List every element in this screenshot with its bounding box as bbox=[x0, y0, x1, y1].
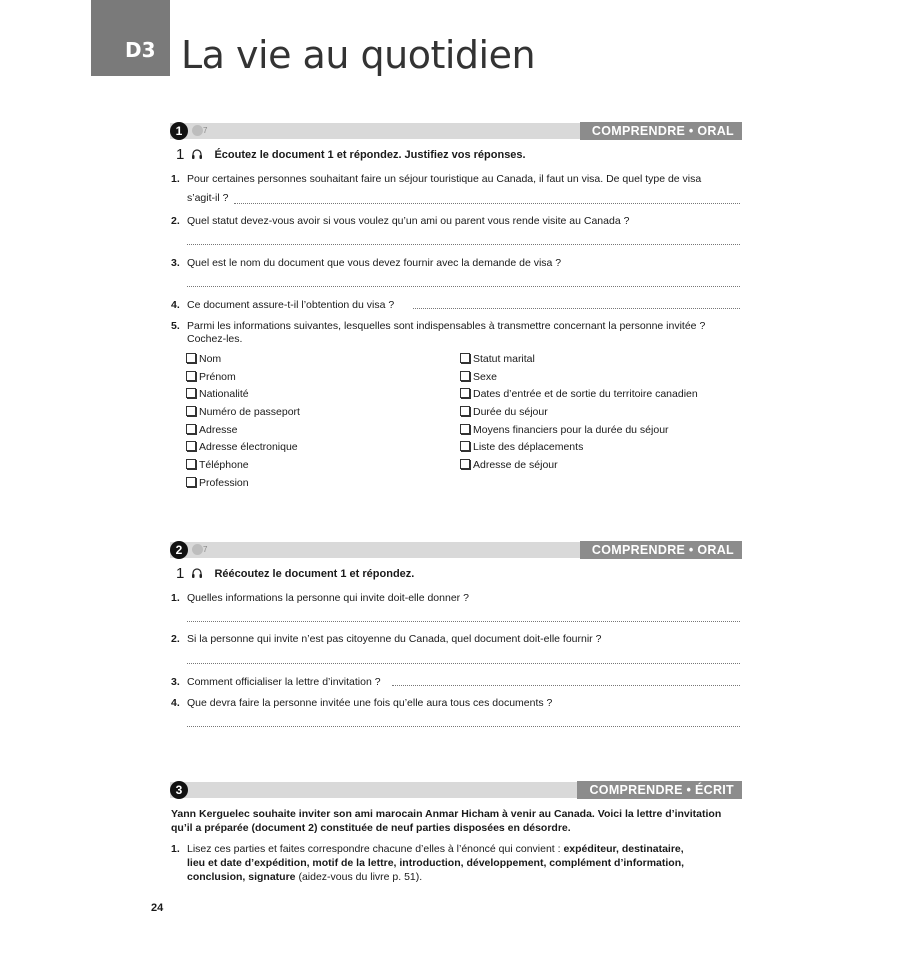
checkbox-icon bbox=[186, 353, 196, 363]
question-1: 1. Lisez ces parties et faites correspondre chacune d’elles à l’énoncé qui convient : expéditeur, destinataire, lieu et date d’expédition, motif de la lettre, introduction, développement, complément d’information, conclusion, signature (aidez-vous du livre p. 51). bbox=[171, 843, 685, 883]
exercise-number: 1 bbox=[170, 122, 188, 140]
instruction-text: Réécoutez le document 1 et répondez. bbox=[214, 568, 415, 580]
question-5: 5. Parmi les informations suivantes, lesquelles sont indispensables à transmettre concernant la personne invitée ? bbox=[171, 320, 706, 332]
skill-label: COMPRENDRE • ÉCRIT bbox=[577, 781, 742, 799]
checkbox-item[interactable]: Sexe bbox=[460, 371, 497, 383]
checkbox-item[interactable]: Nom bbox=[186, 353, 221, 365]
checkbox-item[interactable]: Numéro de passeport bbox=[186, 406, 300, 418]
checkbox-icon bbox=[186, 424, 196, 434]
checkbox-icon bbox=[186, 388, 196, 398]
checkbox-item[interactable]: Adresse de séjour bbox=[460, 459, 558, 471]
answer-line[interactable] bbox=[234, 203, 740, 204]
answer-line[interactable] bbox=[187, 726, 740, 727]
question-2: 2. Quel statut devez-vous avoir si vous voulez qu’un ami ou parent vous rende visite au Canada ? bbox=[171, 215, 630, 227]
answer-line[interactable] bbox=[392, 685, 740, 686]
skill-label: COMPRENDRE • ORAL bbox=[580, 122, 742, 140]
instruction bbox=[176, 146, 526, 163]
headphones-icon bbox=[191, 148, 203, 160]
question-3: 3. Quel est le nom du document que vous devez fournir avec la demande de visa ? bbox=[171, 257, 562, 269]
checkbox-item[interactable]: Adresse électronique bbox=[186, 441, 298, 453]
checkbox-icon bbox=[186, 441, 196, 451]
checkbox-icon bbox=[186, 477, 196, 487]
question-3: 3. Comment officialiser la lettre d’invitation ? bbox=[171, 676, 381, 688]
track-number: 1 bbox=[176, 146, 185, 163]
question-2: 2. Si la personne qui invite n’est pas citoyenne du Canada, quel document doit-elle fournir ? bbox=[171, 633, 602, 645]
checkbox-icon bbox=[186, 371, 196, 381]
question-4: 4. Ce document assure-t-il l’obtention du visa ? bbox=[171, 299, 395, 311]
cd-icon: 7 bbox=[192, 124, 208, 138]
checkbox-item[interactable]: Dates d’entrée et de sortie du territoire canadien bbox=[460, 388, 698, 400]
checkbox-item[interactable]: Liste des déplacements bbox=[460, 441, 583, 453]
question-4: 4. Que devra faire la personne invitée une fois qu’elle aura tous ces documents ? bbox=[171, 697, 553, 709]
instruction bbox=[176, 565, 414, 582]
section-2-bar bbox=[170, 541, 742, 559]
track-number: 1 bbox=[176, 565, 185, 582]
checkbox-item[interactable]: Adresse bbox=[186, 424, 238, 436]
checkbox-icon bbox=[460, 441, 470, 451]
exercise-intro: Yann Kerguelec souhaite inviter son ami marocain Anmar Hicham à venir au Canada. Voici la lettre d’invitation qu’il a préparée (document 2) constituée de neuf parties disposées en désordre. bbox=[171, 808, 722, 834]
exercise-number: 2 bbox=[170, 541, 188, 559]
question-1: 1. Pour certaines personnes souhaitant faire un séjour touristique au Canada, il faut un visa. De quel type de visa bbox=[171, 173, 702, 185]
checkbox-icon bbox=[460, 353, 470, 363]
checkbox-item[interactable]: Nationalité bbox=[186, 388, 249, 400]
checkbox-icon bbox=[186, 459, 196, 469]
section-1-bar bbox=[170, 122, 742, 140]
checkbox-icon bbox=[460, 406, 470, 416]
answer-line[interactable] bbox=[187, 621, 740, 622]
checkbox-icon bbox=[460, 388, 470, 398]
checkbox-icon bbox=[186, 406, 196, 416]
unit-code: D3 bbox=[125, 38, 156, 62]
question-1: 1. Quelles informations la personne qui invite doit-elle donner ? bbox=[171, 592, 469, 604]
checkbox-icon bbox=[460, 424, 470, 434]
checkbox-item[interactable]: Durée du séjour bbox=[460, 406, 548, 418]
checkbox-item[interactable]: Statut marital bbox=[460, 353, 535, 365]
section-3-bar bbox=[170, 781, 742, 799]
answer-line[interactable] bbox=[187, 286, 740, 287]
checkbox-icon bbox=[460, 459, 470, 469]
checkbox-item[interactable]: Prénom bbox=[186, 371, 236, 383]
unit-tab bbox=[91, 0, 170, 76]
cd-icon: 7 bbox=[192, 543, 208, 557]
page-title: La vie au quotidien bbox=[181, 33, 536, 77]
checkbox-icon bbox=[460, 371, 470, 381]
answer-line[interactable] bbox=[187, 244, 740, 245]
answer-line[interactable] bbox=[413, 308, 740, 309]
exercise-number: 3 bbox=[170, 781, 188, 799]
checkbox-item[interactable]: Moyens financiers pour la durée du séjour bbox=[460, 424, 669, 436]
page-number: 24 bbox=[151, 902, 164, 914]
checkbox-item[interactable]: Profession bbox=[186, 477, 249, 489]
checkbox-item[interactable]: Téléphone bbox=[186, 459, 249, 471]
instruction-text: Écoutez le document 1 et répondez. Justifiez vos réponses. bbox=[214, 149, 526, 161]
question-1-cont: s’agit-il ? bbox=[187, 192, 229, 204]
headphones-icon bbox=[191, 567, 203, 579]
skill-label: COMPRENDRE • ORAL bbox=[580, 541, 742, 559]
question-5-cont: Cochez-les. bbox=[187, 333, 243, 345]
answer-line[interactable] bbox=[187, 663, 740, 664]
